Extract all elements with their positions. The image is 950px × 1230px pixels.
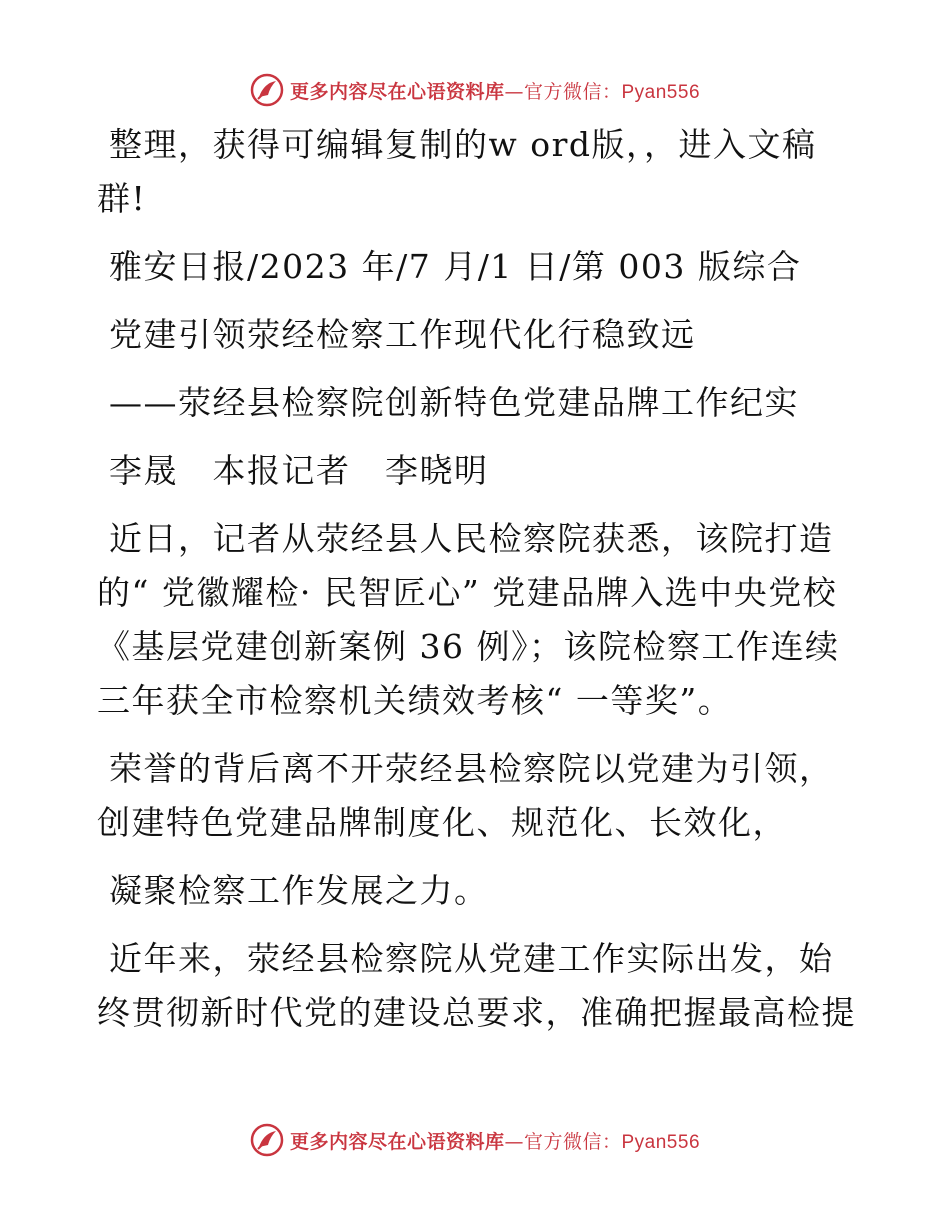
- paragraph-body-1: 近日，记者从荥经县人民检察院获悉，该院打造的“ 党徽耀检· 民智匠心” 党建品牌入选中央党校《基层党建创新案例 36 例》；该院检察工作连续三年获全市检察机关绩效考核“ 一等奖”。: [97, 519, 840, 720]
- watermark-id: Pyan556: [621, 1131, 701, 1153]
- article-byline: 李晟 本报记者 李晓明: [97, 451, 489, 490]
- header-watermark: [0, 70, 950, 110]
- watermark-dash: —: [504, 80, 524, 103]
- paragraph-body-4: 近年来，荥经县检察院从党建工作实际出发，始终贯彻新时代党的建设总要求，准确把握最高检提: [97, 939, 856, 1032]
- document-body: [97, 118, 857, 1054]
- paragraph-intro: 整理，获得可编辑复制的w ord版，，进入文稿群!: [97, 125, 817, 218]
- watermark-main-text: 更多内容尽在心语资料库: [289, 1130, 505, 1153]
- article-subtitle: ——荥经县检察院创新特色党建品牌工作纪实: [97, 383, 799, 422]
- watermark-dash: —: [504, 1130, 524, 1153]
- paragraph-source: 雅安日报/2023 年/7 月/1 日/第 003 版综合: [97, 247, 802, 286]
- watermark-sub-text: 官方微信：: [523, 80, 622, 103]
- logo-icon: [250, 1123, 284, 1157]
- watermark-sub-text: 官方微信：: [523, 1130, 622, 1153]
- logo-icon: [250, 73, 284, 107]
- paragraph-body-2: 荣誉的背后离不开荥经县检察院以党建为引领，创建特色党建品牌制度化、规范化、长效化，: [97, 749, 834, 842]
- footer-watermark: [0, 1120, 950, 1160]
- paragraph-body-3: 凝聚检察工作发展之力。: [97, 871, 489, 910]
- watermark-id: Pyan556: [621, 81, 701, 103]
- watermark-main-text: 更多内容尽在心语资料库: [289, 80, 505, 103]
- article-title: 党建引领荥经检察工作现代化行稳致远: [97, 315, 696, 354]
